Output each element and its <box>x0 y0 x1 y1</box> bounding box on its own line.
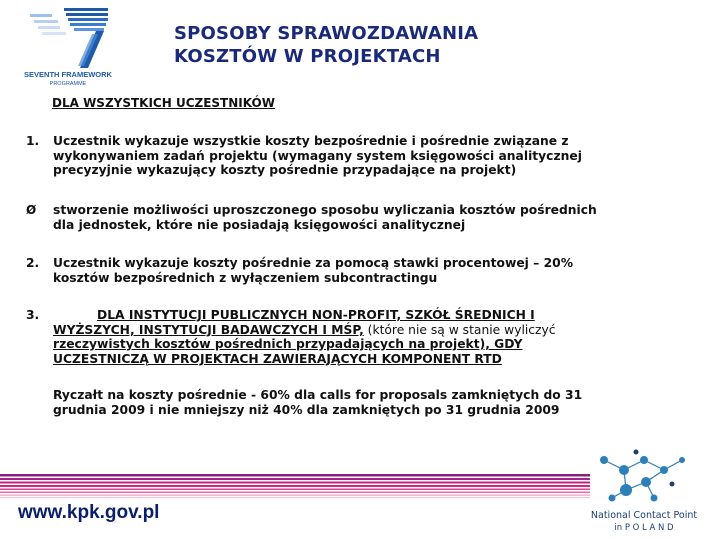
item-line: precyzyjnie wykazujący koszty pośrednie przypadające na projekt) <box>53 163 517 177</box>
paragraph-text <box>53 388 693 417</box>
title-line-2: KOSZTÓW W PROJEKTACH <box>174 46 441 67</box>
item-text <box>53 308 693 366</box>
title-line-1: SPOSOBY SPRAWOZDAWANIA <box>174 23 479 44</box>
item-line: Uczestnik wykazuje wszystkie koszty bezpośrednie i pośrednie związane z <box>53 134 569 148</box>
item-line: kosztów bezpośrednich z wyłączeniem subcontractingu <box>53 270 438 285</box>
item-text <box>53 256 693 285</box>
item-line: rzeczywistych kosztów pośrednich przypadających na projekt), GDY <box>53 337 523 351</box>
ncp-dots <box>600 450 685 502</box>
item-line-emphasis: WYŻSZYCH, INSTYTUCJI BADAWCZYCH I MŚP, <box>53 322 364 337</box>
item-line-rest: (które nie są w stanie wyliczyć <box>363 322 556 337</box>
fp7-logo <box>22 6 114 88</box>
item-line: stworzenie możliwości uproszczonego sposobu wyliczania kosztów pośrednich <box>53 203 597 217</box>
item-number: 1. <box>26 134 40 148</box>
fp7-logo-line1: SEVENTH FRAMEWORK <box>24 70 112 79</box>
item-line: DLA INSTYTUCJI PUBLICZNYCH NON-PROFIT, SZKÓŁ ŚREDNICH I <box>97 308 535 322</box>
ncp-logo-line1: National Contact Point <box>590 510 698 521</box>
item-number: 2. <box>26 256 40 270</box>
item-line: UCZESTNICZĄ W PROJEKTACH ZAWIERAJĄCYCH KOMPONENT RTD <box>53 351 502 366</box>
item-line: dla jednostek, które nie posiadają księgowości analitycznej <box>53 217 466 232</box>
item-line: Uczestnik wykazuje koszty pośrednie za pomocą stawki procentowej – 20% <box>53 256 574 270</box>
fp7-stripes-icon <box>30 8 108 68</box>
ncp-logo-line2: in P O L A N D <box>614 523 674 533</box>
item-text <box>53 134 693 178</box>
item-line: wykonywaniem zadań projektu (wymagany system księgowości analitycznej <box>53 148 582 163</box>
paragraph-line: grudnia 2009 i nie mniejszy niż 40% dla zamkniętych po 31 grudnia 2009 <box>53 402 560 417</box>
arrow-bullet-icon: Ø <box>26 203 37 217</box>
item-line <box>53 323 693 338</box>
item-number: 3. <box>26 308 40 322</box>
fp7-logo-line2: PROGRAMME <box>49 81 87 87</box>
section-subtitle: DLA WSZYSTKICH UCZESTNIKÓW <box>52 96 275 110</box>
paragraph-line: Ryczałt na koszty pośrednie - 60% dla calls for proposals zamkniętych do 31 <box>53 388 583 402</box>
page-title <box>174 22 478 68</box>
website-url[interactable]: www.kpk.gov.pl <box>18 502 160 523</box>
ncp-logo <box>574 448 714 534</box>
item-text <box>53 203 693 232</box>
